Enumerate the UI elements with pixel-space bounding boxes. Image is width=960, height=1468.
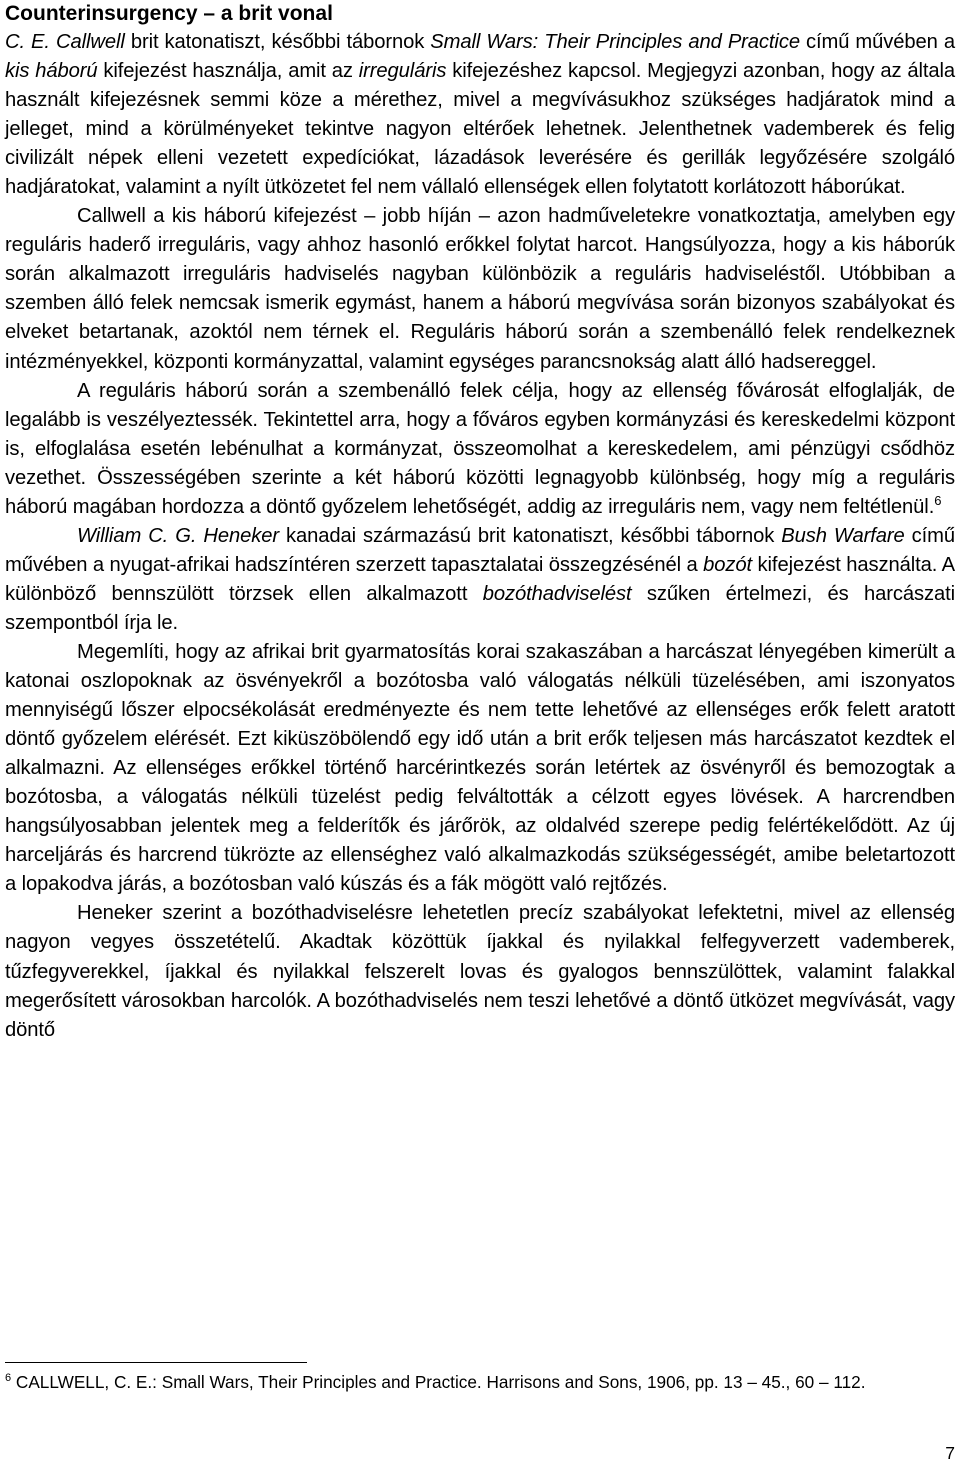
text-run: kifejezéshez kapcsol. Megjegyzi azonban, hogy az általa használt kifejezésnek semmi köze a mérethez, mivel a megvívásukhoz szükséges hadjáratok mind a jelleget, mind a körülményeket tekintve nagyon eltérőek lehetnek. Jelenthetnek vademberek és felig civilizált népek elleni vezetett expedíciókat, lázadások leverésére és gerillák legyőzésére szolgáló hadjáratokat, valamint a nyílt ütközetet fel nem vállaló ellenségek ellen folytatott korlátozott háborúkat. [5,60,955,199]
paragraph-2: Callwell a kis háború kifejezést – jobb híján – azon hadműveletekre vonatkoztatja, amelyben egy reguláris haderő irreguláris, vagy ahhoz hasonló erőkkel folytat harcot. Hangsúlyozza, hogy a kis háborúk során alkalmazott irreguláris hadviselés nagyban különbözik a reguláris hadviseléstől. Utóbbiban a szemben álló felek nemcsak ismerik egymást, hanem a háború megvívása során bizonyos szabályokat és elveket betartanak, azoktól nem térnek el. Reguláris háború során a szembenálló felek rendelkeznek intézményekkel, központi kormányzattal, valamint egységes parancsnokság alatt álló hadsereggel. [5,205,955,373]
text-run: című művében a nyugat-afrikai hadszíntéren szerzett tapasztalatai összegzésénél a [5,524,955,576]
paragraph-3 [5,377,955,522]
text-run: brit katonatiszt, későbbi tábornok [124,31,431,53]
paragraph-6: Heneker szerint a bozóthadviselésre lehetetlen precíz szabályokat lefektetni, mivel az ellenség nagyon vegyes összetételű. Akadtak közöttük íjakkal és nyilakkal felfegyverzett vademberek, tűzfegyverekkel, íjakkal és nyilakkal felszerelt lovas és gyalogos bennszülöttek, valamint falakkal megerősített városokban harcolók. A bozóthadviselés nem teszi lehetővé a döntő ütközet megvívását, vagy döntő [5,902,955,1041]
body-text [5,28,955,1045]
text-run: A reguláris háború során a szembenálló felek célja, hogy az ellenség fővárosát elfoglalják, de legalább is veszélyeztessék. Tekintettel arra, hogy a főváros egyben kormányzási és kereskedelmi központ is, elfoglalása esetén lebénulhat a kormányzat, összeomolhat a kereskedelem, ami pénzügyi csődhöz vezethet. Összességében szerinte a két háború közötti legnagyobb különbség, hogy míg a reguláris háború magában hordozza a döntő győzelem lehetőségét, addig az irreguláris nem, vagy nem feltétlenül. [5,379,955,518]
page-number: 7 [945,1443,955,1463]
text-run: kanadai származású brit katonatiszt, későbbi tábornok [278,524,782,547]
author-name: William C. G. Heneker [77,524,279,547]
book-title: Bush Warfare [781,524,905,547]
text-run: című művében a [799,31,955,53]
book-title: Small Wars: Their Principles and Practice [430,31,800,53]
term-emphasis: irreguláris [358,60,447,83]
text-run: kifejezést használja, amit az [97,60,359,83]
text-run: szűken értelmezi, és harcászati szempontból írja le. [5,582,956,634]
paragraph-5: Megemlíti, hogy az afrikai brit gyarmatosítás korai szakaszában a harcászat lényegében kimerült a katonai oszlopoknak az ösvényekről a bozótosba való válogatás nélküli tüzelésében, ami iszonyatos mennyiségű lőszer elpocsékolását eredményezte és nem tette lehetővé az ellenséges erők felett aratott döntő győzelem elérését. Ezt kiküszöbölendő egy idő után a brit erők teljesen más harcászatot kezdtek el alkalmazni. Az ellenséges erőkkel történő harcérintkezés során letértek az ösvényről és bemozogtak a bozótosba, a válogatás nélküli tüzelést pedig felváltották a célzott egyes lövések. A harcrendben hangsúlyosabban jelentek meg a felderítők és járőrök, az oldalvéd szerepe pedig felértékelődött. Az új harceljárás és harcrend tükrözte az ellenséghez való alkalmazkodás szükségességét, amibe beletartozott a lopakodva járás, a bozótosban való kúszás és a fák mögött való rejtőzés. [5,640,955,896]
footnote-text: CALLWELL, C. E.: Small Wars, Their Principles and Practice. Harrisons and Sons, 1906, pp. 13 – 45., 60 – 112. [11,1372,866,1392]
footnote-6 [5,1371,955,1395]
footnote-number: 6 [5,1372,12,1384]
author-name: C. E. Callwell [5,31,125,53]
term-emphasis: kis háború [5,60,98,83]
text-run: kifejezést használta. A különböző bennszülött törzsek ellen alkalmazott [5,553,956,605]
footnote-reference[interactable]: 6 [934,492,942,508]
term-emphasis: bozóthadviselést [482,582,632,605]
footnote-separator [5,1362,307,1363]
paragraph-4 [5,522,955,638]
paragraph-1 [5,28,955,202]
section-title: Counterinsurgency – a brit vonal [5,2,333,25]
footnotes-section [5,1362,955,1395]
term-emphasis: bozót [703,553,753,576]
document-page [5,0,955,1045]
